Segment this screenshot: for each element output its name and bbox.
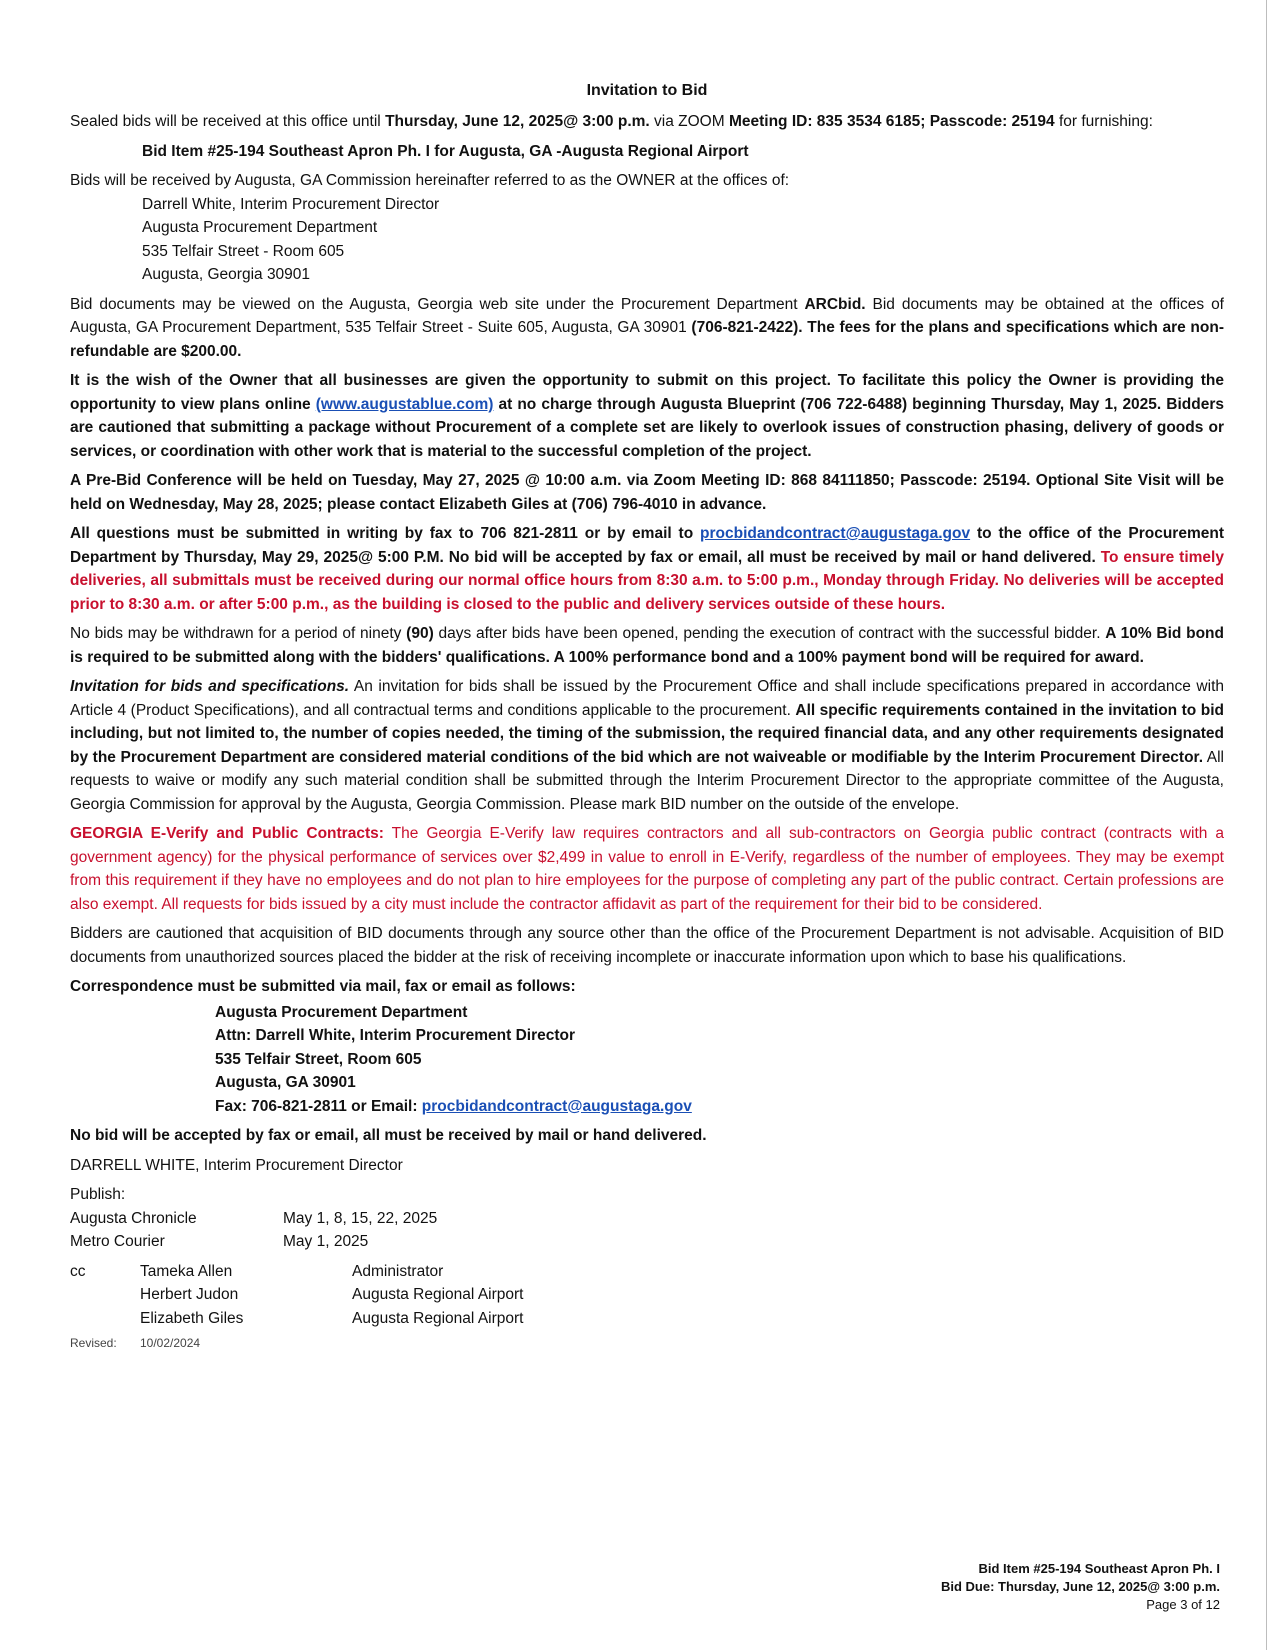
document-title: Invitation to Bid <box>586 82 708 99</box>
footer-bid-due: Bid Due: Thursday, June 12, 2025@ 3:00 p.m. <box>940 1579 1220 1594</box>
delivery-hours-notice: To ensure timely deliveries, all submittals must be received during our normal office hours from 8:30 a.m. to 5:00 p.m., Monday through Friday. No deliveries will be accepted prior to 8:30 a.m. or after 5:00 p.m., as the building is closed to the public and delivery services outside of these hours. <box>70 548 1224 613</box>
address-line: Attn: Darrell White, Interim Procurement Director <box>215 1027 576 1044</box>
address-line: Augusta, GA 30901 <box>215 1074 356 1091</box>
publication-dates: May 1, 2025 <box>283 1233 369 1250</box>
publication-row <box>70 1230 437 1254</box>
fax-email-line: Fax: 706-821-2811 or Email: procbidandcontract@augustaga.gov <box>215 1097 692 1115</box>
no-bid-notice: No bid will be accepted by fax or email, all must be received by mail or hand delivered. <box>70 1127 707 1144</box>
publication-row <box>70 1207 437 1231</box>
correspondence-address-block <box>70 1001 1224 1119</box>
address-line: Augusta Procurement Department <box>215 1003 468 1021</box>
owner-wish-paragraph: It is the wish of the Owner that all businesses are given the opportunity to submit on this project. To facilitate this policy the Owner is providing the opportunity to view plans online (www.augustablue.com) at no charge through Augusta Blueprint (706 722-6488) beginning Thursday, May 1, 2025. Bidders are cautioned that submitting a package without Procurement of a complete set are likely to overlook issues of construction phasing, delivery of goods or services, or coordination with other work that is material to the successful completion of the project. <box>70 372 1224 460</box>
augustablue-link[interactable]: (www.augustablue.com) <box>315 395 494 413</box>
office-address-block <box>70 193 1224 287</box>
cc-label: cc <box>70 1262 86 1280</box>
address-line: Augusta, Georgia 30901 <box>142 266 311 283</box>
cc-row <box>70 1260 523 1284</box>
address-line: Darrell White, Interim Procurement Director <box>142 195 440 213</box>
questions-paragraph: All questions must be submitted in writing by fax to 706 821-2811 or by email to procbidandcontract@augustaga.gov to the office of the Procurement Department by Thursday, May 29, 2025@ 5:00 P.M. No bid will be accepted by fax or email, all must be received by mail or hand delivered. To ensure timely deliveries, all submittals must be received during our normal office hours from 8:30 a.m. to 5:00 p.m., Monday through Friday. No deliveries will be accepted prior to 8:30 a.m. or after 5:00 p.m., as the building is closed to the public and delivery services outside of these hours. <box>70 525 1224 613</box>
footer-bid-item: Bid Item #25-194 Southeast Apron Ph. I <box>978 1561 1220 1576</box>
email-link[interactable]: procbidandcontract@augustaga.gov <box>700 525 971 542</box>
revised-note <box>70 1336 1224 1350</box>
received-by-paragraph: Bids will be received by Augusta, GA Commission hereinafter referred to as the OWNER at the offices of: <box>70 172 790 189</box>
withdrawal-paragraph: No bids may be withdrawn for a period of ninety (90) days after bids have been opened, pending the execution of contract with the successful bidder. A 10% Bid bond is required to be submitted along with the bidders' qualifications. A 100% performance bond and a 100% payment bond will be required for award. <box>70 625 1224 666</box>
page-edge-line <box>1266 0 1267 1650</box>
cc-name: Herbert Judon <box>140 1286 239 1303</box>
cc-name: Tameka Allen <box>140 1262 233 1280</box>
page-number: Page 3 of 12 <box>1146 1597 1220 1612</box>
bid-item-line: Bid Item #25-194 Southeast Apron Ph. I for Augusta, GA -Augusta Regional Airport <box>142 142 749 160</box>
cc-role: Augusta Regional Airport <box>352 1309 524 1327</box>
publication-name: Augusta Chronicle <box>70 1209 197 1227</box>
bid-due-date: Thursday, June 12, 2025@ 3:00 p.m. <box>385 113 650 130</box>
caution-paragraph: Bidders are cautioned that acquisition of BID documents through any source other than the office of the Procurement Department is not advisable. Acquisition of BID documents from unauthorized sources placed the bidder at the risk of receiving incomplete or inaccurate information upon which to base his qualifications. <box>70 925 1224 966</box>
cc-table <box>70 1260 523 1331</box>
cc-row <box>70 1307 523 1331</box>
correspondence-heading: Correspondence must be submitted via mail, fax or email as follows: <box>70 978 576 995</box>
bond-requirement: A 10% Bid bond is required to be submitted along with the bidders' qualifications. A 100% performance bond and a 100% payment bond will be required for award. <box>70 625 1224 666</box>
zoom-meeting-info: Meeting ID: 835 3534 6185; Passcode: 25194 <box>728 113 1055 130</box>
everify-paragraph: GEORGIA E-Verify and Public Contracts: The Georgia E-Verify law requires contractors and all sub-contractors on Georgia public contract (contracts with a government agency) for the physical performance of services over $2,499 in value to enroll in E-Verify, regardless of the number of employees. They may be exempt from this requirement if they have no employees and do not plan to hire employees for the purpose of completing any part of the public contract. Certain professions are also exempt. All requests for bids issued by a city must include the contractor affidavit as part of the requirement for their bid to be considered. <box>70 825 1224 913</box>
email-link[interactable]: procbidandcontract@augustaga.gov <box>421 1097 692 1115</box>
arcbid-text: ARCbid. <box>804 295 866 313</box>
publications-table <box>70 1207 437 1254</box>
publication-name: Metro Courier <box>70 1233 165 1250</box>
document-page <box>70 82 1224 1350</box>
invitation-specs-paragraph: Invitation for bids and specifications. An invitation for bids shall be issued by the Procurement Office and shall include specifications prepared in accordance with Article 4 (Product Specifications), and all contractual terms and conditions applicable to the procurement. All specific requirements contained in the invitation to bid including, but not limited to, the number of copies needed, the timing of the submission, the required financial data, and any other requirements designated by the Procurement Department are considered material conditions of the bid which are not waiveable or modifiable by the Interim Procurement Director. All requests to waive or modify any such material condition shall be submitted through the Interim Procurement Director to the appropriate committee of the Augusta, Georgia Commission for approval by the Augusta, Georgia Commission. Please mark BID number on the outside of the envelope. <box>70 678 1224 813</box>
address-line: Augusta Procurement Department <box>142 219 378 236</box>
page-footer <box>941 1560 1220 1614</box>
publication-dates: May 1, 8, 15, 22, 2025 <box>283 1209 438 1227</box>
address-line: 535 Telfair Street - Room 605 <box>142 242 345 260</box>
address-line: 535 Telfair Street, Room 605 <box>215 1050 422 1068</box>
cc-row <box>70 1283 523 1307</box>
prebid-conference-paragraph: A Pre-Bid Conference will be held on Tuesday, May 27, 2025 @ 10:00 a.m. via Zoom Meeting ID: 868 84111850; Passcode: 25194. Optional Site Visit will be held on Wednesday, May 28, 2025; please contact Elizabeth Giles at (706) 796-4010 in advance. <box>70 472 1224 513</box>
cc-role: Augusta Regional Airport <box>352 1286 524 1303</box>
revised-date: 10/02/2024 <box>140 1336 201 1350</box>
cc-name: Elizabeth Giles <box>140 1309 244 1327</box>
signature-line: DARRELL WHITE, Interim Procurement Director <box>70 1156 403 1174</box>
bid-documents-paragraph: Bid documents may be viewed on the Augusta, Georgia web site under the Procurement Department ARCbid. Bid documents may be obtained at the offices of Augusta, GA Procurement Department, 535 Telfair Street - Suite 605, Augusta, GA 30901 (706-821-2422). The fees for the plans and specifications which are non-refundable are $200.00. <box>70 295 1224 360</box>
revised-label: Revised: <box>70 1336 117 1350</box>
cc-role: Administrator <box>352 1262 444 1280</box>
sealed-bids-paragraph: Sealed bids will be received at this office until Thursday, June 12, 2025@ 3:00 p.m. via ZOOM Meeting ID: 835 3534 6185; Passcode: 25194 for furnishing: <box>70 113 1153 130</box>
publish-label: Publish: <box>70 1186 126 1203</box>
